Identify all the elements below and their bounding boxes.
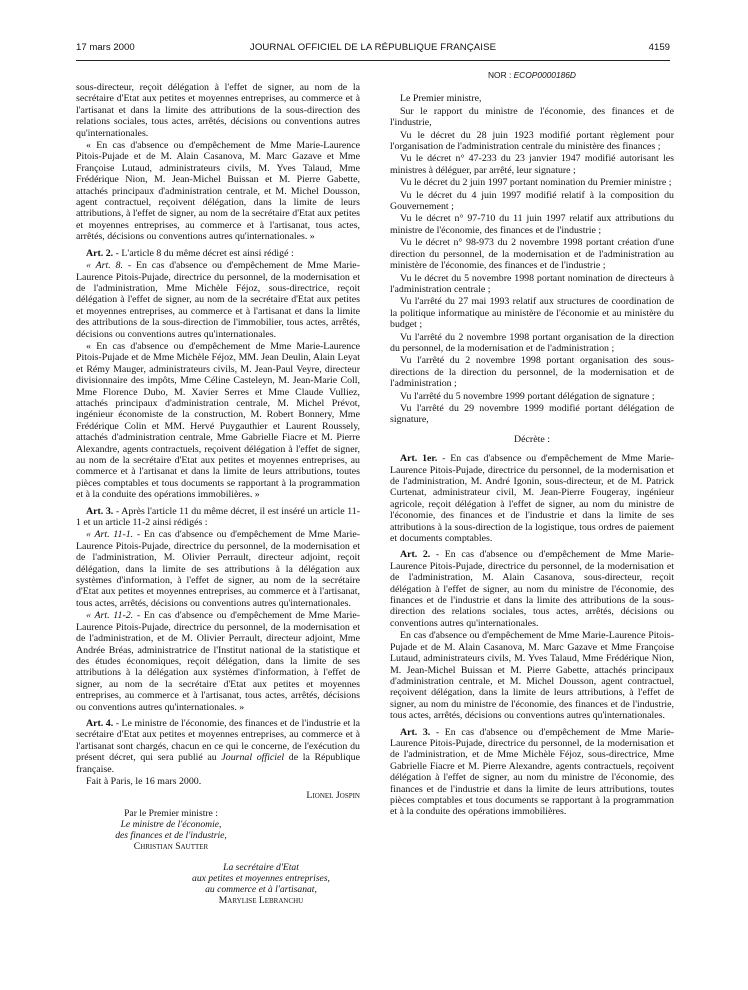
secretary-title: au commerce et à l'artisanat, [205,883,317,895]
article-4 [76,718,360,775]
secretary-title: La secrétaire d'Etat [223,861,299,873]
article-2-intro [76,248,360,259]
article-label: « Art. 11-2. [86,610,134,622]
visa: Vu le décret n° 97-710 du 11 juin 1997 relatif aux attributions du ministre de l'économie, des finances et de l'industrie ; [390,213,674,236]
minister-title: des finances et de l'industrie, [115,829,227,841]
page-number: 4159 [648,42,670,53]
par-le-premier-ministre: Par le Premier ministre : [124,807,218,819]
article-label: Art. 2. [86,247,114,259]
visa: Vu l'arrêté du 2 novembre 1998 portant organisation de la direction du personnel, de la modernisation et de l'administration ; [390,331,674,354]
article-label: « Art. 8. [86,260,123,272]
paragraph: En cas d'absence ou d'empêchement de Mme Marie-Laurence Pitois-Pujade et de M. Alain Casanova, M. Marc Gazave et Mme Françoise Lutaud, administrateurs civils, M. Yves Talaud, Mme Frédérique Nion, M. Jean-Michel Buissan et M. Pierre Gabette, attachés principaux d'administration centrale, et M. Michel Dousson, agent contractuel, reçoivent délégation, dans la limite de leurs attributions, à l'effet de signer, au nom du ministre de l'économie, des finances et de l'industrie, tous actes, arrêtés, décisions ou conventions autres qu'internationales. [390,630,674,722]
secretary-name: Marylise Lebranchu [218,894,304,906]
journal-reference: Journal officiel [221,752,285,764]
article-label: Art. 3. [86,505,114,517]
premier-ministre: Le Premier ministre, [400,93,482,105]
nor-code: ECOP0000186D [513,70,576,80]
article-text: - En cas d'absence ou d'empêchement de Mme Marie-Laurence Pitois-Pujade, directrice du personnel, de la modernisation et de l'administration, Mme Michèle Féjoz, sous-directrice, reçoit délégation à l'effet de signer, au nom de la secrétaire d'Etat aux petites et moyennes entreprises, au commerce et à l'artisanat et dans la limite des attributions de la sous-direction de l'immobilier, tous actes, arrêtés, décisions ou conventions autres qu'internationales. [76,260,360,340]
article-text: - En cas d'absence ou d'empêchement de Mme Marie-Laurence Pitois-Pujade, directrice du personnel, de la modernisation et de l'administration, et de M. Olivier Perrault, directeur adjoint, Mme Andrée Bréas, administratrice de l'Institut national de la statistique et des études économiques, reçoit délégation, dans la limite de ses attributions à la délégation aux systèmes d'information, à l'effet de signer, au nom de la secrétaire d'Etat aux petites et moyennes entreprises, au commerce et à l'artisanat, tous actes, arrêtés, décisions ou conventions autres qu'internationales. » [76,610,360,713]
nor-label: NOR : [488,70,514,80]
visa: Vu le décret du 4 juin 1997 modifié relatif à la composition du Gouvernement ; [390,189,674,213]
visa: Vu l'arrêté du 27 mai 1993 relatif aux structures de coordination de la politique informatique au ministère de l'économie et au ministère du budget ; [390,296,674,331]
visa: Vu le décret du 5 novembre 1998 portant nomination de directeurs à l'administration centrale ; [390,272,674,295]
article-label: Art. 4. [86,717,114,729]
prime-minister-signature: Lionel Jospin [306,790,360,802]
article-text: - Après l'article 11 du même décret, il est inséré un article 11-1 et un article 11-2 ainsi rédigés : [76,505,360,529]
article-1 [390,453,674,544]
page-header [76,42,670,56]
paragraph: « En cas d'absence ou d'empêchement de Mme Marie-Laurence Pitois-Pujade et de Mme Michèle Féjoz, MM. Jean Deulin, Alain Leyat et Rémy Mauger, administrateurs civils, M. Jean-Paul Veyre, directeur divisionnaire des impôts, Mme Céline Casteleyn, M. Jean-Marie Coll, Mme Florence Dubo, M. Xavier Serres et Mme Claude Vulliez, attachés principaux d'administration centrale, M. Michel Prévot, ingénieur économiste de la construction, M. Robert Bonnery, Mme Frédérique Colin et MM. Hervé Puygauthier et Laurent Roussely, attachés d'administration centrale, Mme Gabrielle Fiacre et M. Pierre Alexandre, agents contractuels, reçoivent délégation à l'effet de signer, au nom de la secrétaire d'Etat aux petites et moyennes entreprises, au commerce et à l'artisanat et dans la limite de leurs attributions, toutes pièces comptables et tous documents se rapportant à la programmation et à la conduite des opérations immobilières. » [76,340,360,501]
article-text: - En cas d'absence ou d'empêchement de Mme Marie-Laurence Pitois-Pujade, directrice du personnel, de la modernisation et de l'administration, et de Mme Michèle Féjoz, sous-directrice, Mme Gabrielle Fiacre et M. Pierre Alexandre, agents contractuels, reçoivent délégation à l'effet de signer, au nom du ministre de l'économie, des finances et de l'industrie et dans la limite de leurs attributions, toutes pièces comptables et tous documents se rapportant à la programmation et à la conduite des opérations immobilières. [390,726,674,818]
signing-place-date: Fait à Paris, le 16 mars 2000. [86,775,202,787]
article-3 [390,727,674,818]
article-label: Art. 1er. [400,453,438,465]
visa: Vu le décret n° 98-973 du 2 novembre 1998 portant création d'une direction du personnel, de la modernisation et de l'administration au ministère de l'économie, des finances et de l'industrie ; [390,237,674,272]
journal-title: JOURNAL OFFICIEL DE LA RÉPUBLIQUE FRANÇAISE [249,42,497,53]
article-3-intro [76,506,360,529]
article-text: de la République française. [76,752,360,775]
minister-signature-block [76,808,266,852]
decrete-heading: Décrète : [514,433,550,445]
article-text: - En cas d'absence ou d'empêchement de Mme Marie-Laurence Pitois-Pujade, directrice du personnel, de la modernisation et de l'administration, M. André Igonin, sous-directeur, et de M. Patrick Curtenat, administrateur civil, M. Jean-Pierre Fougeray, ingénieur agricole, reçoit délégation à l'effet de signer, au nom du ministre de l'économie, des finances et de l'industrie et dans la limite de ses attributions à la sous-direction de la logistique, tous ordres de paiement et documents comptables. [390,453,674,545]
secretary-signature-block [166,862,356,906]
article-text: - En cas d'absence ou d'empêchement de Mme Marie-Laurence Pitois-Pujade, directrice du personnel, de la modernisation et de l'administration, M. Olivier Perrault, directeur adjoint, reçoit délégation, dans la limite de ses attributions à la délégation aux systèmes d'information, à l'effet de signer, au nom de la secrétaire d'Etat aux petites et moyennes entreprises, au commerce et à l'artisanat, tous actes, arrêtés, décisions ou conventions autres qu'internationales. [76,529,360,609]
article-text: - En cas d'absence ou d'empêchement de Mme Marie-Laurence Pitois-Pujade, directrice du personnel, de la modernisation et de l'administration, M. Alain Casanova, sous-directeur, reçoit délégation à l'effet de signer, au nom du ministre de l'économie, des finances et de l'industrie et dans la limite des attributions de la sous-direction des relations sociales, tous actes, arrêtés, décisions ou conventions autres qu'internationales. [390,549,674,629]
article-text: - Le ministre de l'économie, des finances et de l'industrie et la secrétaire d'Etat aux petites et moyennes entreprises, au commerce et à l'artisanat sont chargés, chacun en ce qui le concerne, de l'exécution du présent décret, qui sera publié au [76,717,360,764]
article-8 [76,260,360,340]
visa: Vu l'arrêté du 29 novembre 1999 modifié portant délégation de signature, [390,402,674,426]
left-column [76,82,360,906]
article-label: « Art. 11-1. [86,529,134,541]
issue-date: 17 mars 2000 [76,42,135,53]
right-column [390,70,674,819]
visa: Vu l'arrêté du 5 novembre 1999 portant délégation de signature ; [400,390,655,402]
secretary-title: aux petites et moyennes entreprises, [192,872,330,884]
article-label: Art. 2. [400,549,431,561]
visa: Vu l'arrêté du 2 novembre 1998 portant organisation des sous-directions de la direction du personnel, de la modernisation et de l'administration ; [390,355,674,390]
header-rule [76,60,670,61]
paragraph: sous-directeur, reçoit délégation à l'effet de signer, au nom de la secrétaire d'Etat aux petites et moyennes entreprises, au commerce et à l'artisanat et dans la limite des attributions de la sous-direction des relations sociales, tous actes, arrêtés, décisions ou conventions autres qu'internationales. [76,82,360,139]
article-text: - L'article 8 du même décret est ainsi rédigé : [113,247,294,259]
article-11-2 [76,610,360,713]
visa: Vu le décret du 2 juin 1997 portant nomination du Premier ministre ; [400,177,672,189]
paragraph: « En cas d'absence ou d'empêchement de Mme Marie-Laurence Pitois-Pujade et de M. Alain Casanova, M. Marc Gazave et Mme Françoise Lutaud, administrateurs civils, M. Yves Talaud, Mme Frédérique Nion, M. Jean-Michel Buissan et M. Pierre Gabette, attachés principaux d'administration centrale, et M. Michel Dousson, agent contractuel, reçoivent délégation, dans la limite de leurs attributions, à l'effet de signer, au nom de la secrétaire d'Etat aux petites et moyennes entreprises, au commerce et à l'artisanat, tous actes, arrêtés, décisions ou conventions autres qu'internationales. » [76,140,360,243]
visa: Sur le rapport du ministre de l'économie, des finances et de l'industrie, [390,105,674,129]
article-label: Art. 3. [400,726,431,738]
nor-reference [390,70,674,81]
minister-title: Le ministre de l'économie, [120,818,222,830]
visa: Vu le décret n° 47-233 du 23 janvier 1947 modifié autorisant les ministres à déléguer, par arrêté, leur signature ; [390,153,674,176]
minister-name: Christian Sautter [133,840,209,852]
article-11-1 [76,529,360,609]
visa: Vu le décret du 28 juin 1923 modifié portant règlement pour l'organisation de l'administration centrale du ministère des finances ; [390,129,674,153]
article-2 [390,549,674,629]
